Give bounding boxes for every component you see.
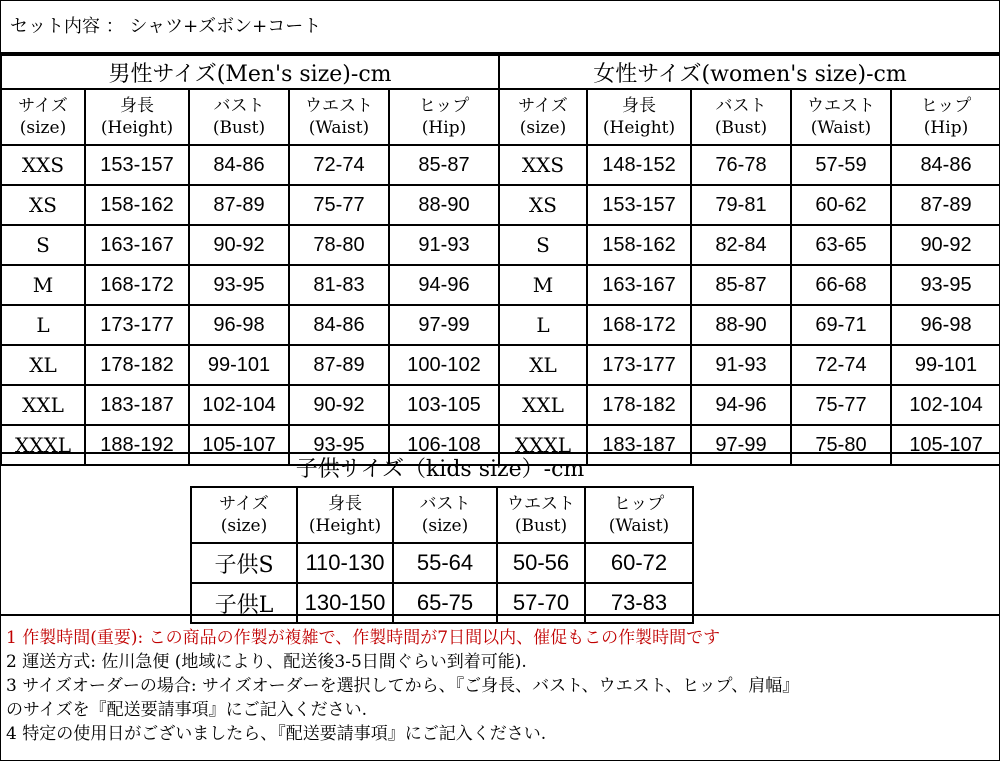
measurement-cell: 163-167: [85, 225, 189, 265]
column-header: [191, 487, 297, 543]
measurement-cell: 60-62: [791, 185, 891, 225]
measurement-cell: 97-99: [691, 425, 791, 465]
measurement-cell: 90-92: [891, 225, 1000, 265]
measurement-cell: 50-56: [497, 543, 585, 583]
table-row: [191, 583, 693, 623]
measurement-cell: 88-90: [389, 185, 499, 225]
header-en: (Bust): [514, 516, 568, 536]
size-label: XXL: [1, 385, 85, 425]
measurement-cell: 55-64: [393, 543, 497, 583]
measurement-cell: 91-93: [691, 345, 791, 385]
measurement-cell: 102-104: [189, 385, 289, 425]
measurement-cell: 85-87: [389, 145, 499, 185]
table-row: [1, 185, 499, 225]
size-label: XL: [1, 345, 85, 385]
header-jp: 身長: [120, 96, 154, 116]
measurement-cell: 183-187: [587, 425, 691, 465]
column-header: [297, 487, 393, 543]
header-en: (size): [519, 118, 567, 138]
column-header: [691, 89, 791, 145]
header-en: (Height): [602, 118, 676, 138]
measurement-cell: 153-157: [85, 145, 189, 185]
header-en: (Hip): [923, 118, 969, 138]
measurement-cell: 75-80: [791, 425, 891, 465]
header-jp: サイズ: [18, 96, 68, 116]
measurement-cell: 76-78: [691, 145, 791, 185]
measurement-cell: 87-89: [289, 345, 389, 385]
table-row: [499, 265, 1000, 305]
header-jp: バスト: [213, 96, 265, 116]
size-label: XS: [499, 185, 587, 225]
note-line: のサイズを『配送要請事項』にご記入ください.: [6, 700, 368, 720]
table-row: [191, 543, 693, 583]
notes: [6, 626, 996, 746]
measurement-cell: 96-98: [891, 305, 1000, 345]
size-label: XXS: [499, 145, 587, 185]
size-label: L: [1, 305, 85, 345]
size-label: S: [499, 225, 587, 265]
measurement-cell: 72-74: [791, 345, 891, 385]
measurement-cell: 178-182: [587, 385, 691, 425]
measurement-cell: 188-192: [85, 425, 189, 465]
header-en: (Waist): [608, 516, 670, 536]
measurement-cell: 168-172: [85, 265, 189, 305]
table-row: [1, 345, 499, 385]
women-size-table: [498, 54, 1000, 466]
measurement-cell: 66-68: [791, 265, 891, 305]
measurement-cell: 90-92: [189, 225, 289, 265]
set-contents: セット内容 ： シャツ+ズボン+コート: [0, 0, 1000, 54]
measurement-cell: 93-95: [189, 265, 289, 305]
note-line: 4 特定の使用日がございましたら、『配送要請事項』にご記入ください.: [6, 724, 547, 744]
size-label: 子供S: [191, 543, 297, 583]
header-en: (size): [19, 118, 67, 138]
header-en: (Height): [308, 516, 382, 536]
measurement-cell: 130-150: [297, 583, 393, 623]
column-header: [389, 89, 499, 145]
header-jp: サイズ: [219, 494, 269, 514]
measurement-cell: 72-74: [289, 145, 389, 185]
table-row: [499, 385, 1000, 425]
measurement-cell: 79-81: [691, 185, 791, 225]
column-header: [189, 89, 289, 145]
size-label: 子供L: [191, 583, 297, 623]
table-row: [499, 305, 1000, 345]
header-jp: 身長: [622, 96, 656, 116]
measurement-cell: 93-95: [891, 265, 1000, 305]
header-en: (size): [220, 516, 268, 536]
divider: [0, 452, 1000, 454]
size-label: XXS: [1, 145, 85, 185]
column-header: [891, 89, 1000, 145]
measurement-cell: 94-96: [691, 385, 791, 425]
header-en: (Bust): [714, 118, 768, 138]
kids-size-table: [190, 486, 694, 624]
measurement-cell: 173-177: [587, 345, 691, 385]
measurement-cell: 73-83: [585, 583, 693, 623]
column-header: [499, 89, 587, 145]
column-header: [497, 487, 585, 543]
column-header: [791, 89, 891, 145]
header-jp: ウエスト: [807, 96, 875, 116]
table-row: [499, 145, 1000, 185]
note-line: 2 運送方式: 佐川急便 (地域により、配送後3-5日間ぐらい到着可能).: [6, 652, 527, 672]
table-row: [1, 305, 499, 345]
size-label: XXL: [499, 385, 587, 425]
header-jp: ヒップ: [920, 96, 972, 116]
measurement-cell: 103-105: [389, 385, 499, 425]
men-table-title: 男性サイズ(Men's size)-cm: [1, 55, 499, 89]
size-label: XS: [1, 185, 85, 225]
size-label: XXXL: [1, 425, 85, 465]
measurement-cell: 96-98: [189, 305, 289, 345]
measurement-cell: 63-65: [791, 225, 891, 265]
table-row: [1, 145, 499, 185]
measurement-cell: 163-167: [587, 265, 691, 305]
table-row: [499, 225, 1000, 265]
measurement-cell: 106-108: [389, 425, 499, 465]
measurement-cell: 84-86: [289, 305, 389, 345]
size-label: XL: [499, 345, 587, 385]
measurement-cell: 75-77: [289, 185, 389, 225]
divider: [0, 614, 1000, 616]
header-en: (Waist): [308, 118, 370, 138]
note-line: 1 作製時間(重要): この商品の作製が複雑で、作製時間が7日間以内、催促もこの作製時間です: [6, 628, 721, 648]
table-row: [1, 265, 499, 305]
table-row: [1, 225, 499, 265]
measurement-cell: 69-71: [791, 305, 891, 345]
header-jp: ウエスト: [507, 494, 575, 514]
header-jp: ヒップ: [418, 96, 470, 116]
measurement-cell: 158-162: [587, 225, 691, 265]
measurement-cell: 99-101: [189, 345, 289, 385]
size-label: XXXL: [499, 425, 587, 465]
size-label: M: [1, 265, 85, 305]
measurement-cell: 87-89: [891, 185, 1000, 225]
measurement-cell: 65-75: [393, 583, 497, 623]
measurement-cell: 105-107: [891, 425, 1000, 465]
measurement-cell: 183-187: [85, 385, 189, 425]
measurement-cell: 99-101: [891, 345, 1000, 385]
measurement-cell: 105-107: [189, 425, 289, 465]
header-en: (Waist): [810, 118, 872, 138]
measurement-cell: 84-86: [189, 145, 289, 185]
note-line: 3 サイズオーダーの場合: サイズオーダーを選択してから、『ご身長、バスト、ウエスト、ヒップ、肩幅』: [6, 676, 800, 696]
measurement-cell: 78-80: [289, 225, 389, 265]
women-table-title: 女性サイズ(women's size)-cm: [499, 55, 1000, 89]
size-label: L: [499, 305, 587, 345]
header-jp: 身長: [328, 494, 362, 514]
measurement-cell: 87-89: [189, 185, 289, 225]
column-header: [393, 487, 497, 543]
column-header: [85, 89, 189, 145]
measurement-cell: 100-102: [389, 345, 499, 385]
table-row: [499, 185, 1000, 225]
header-jp: バスト: [715, 96, 767, 116]
size-label: S: [1, 225, 85, 265]
table-row: [1, 385, 499, 425]
size-label: M: [499, 265, 587, 305]
column-header: [587, 89, 691, 145]
header-en: (size): [421, 516, 469, 536]
header-en: (Bust): [212, 118, 266, 138]
measurement-cell: 60-72: [585, 543, 693, 583]
header-jp: バスト: [419, 494, 471, 514]
measurement-cell: 173-177: [85, 305, 189, 345]
column-header: [1, 89, 85, 145]
measurement-cell: 91-93: [389, 225, 499, 265]
measurement-cell: 82-84: [691, 225, 791, 265]
header-jp: サイズ: [518, 96, 568, 116]
header-jp: ヒップ: [613, 494, 665, 514]
measurement-cell: 97-99: [389, 305, 499, 345]
measurement-cell: 153-157: [587, 185, 691, 225]
column-header: [289, 89, 389, 145]
header-en: (Hip): [421, 118, 467, 138]
measurement-cell: 168-172: [587, 305, 691, 345]
men-size-table: [0, 54, 500, 466]
kids-title: 子供サイズ（kids size）-cm: [295, 457, 585, 482]
measurement-cell: 110-130: [297, 543, 393, 583]
measurement-cell: 90-92: [289, 385, 389, 425]
measurement-cell: 102-104: [891, 385, 1000, 425]
measurement-cell: 158-162: [85, 185, 189, 225]
measurement-cell: 148-152: [587, 145, 691, 185]
measurement-cell: 81-83: [289, 265, 389, 305]
header-en: (Height): [100, 118, 174, 138]
measurement-cell: 93-95: [289, 425, 389, 465]
column-header: [585, 487, 693, 543]
measurement-cell: 88-90: [691, 305, 791, 345]
header-jp: ウエスト: [305, 96, 373, 116]
measurement-cell: 178-182: [85, 345, 189, 385]
measurement-cell: 75-77: [791, 385, 891, 425]
measurement-cell: 57-70: [497, 583, 585, 623]
table-row: [499, 345, 1000, 385]
measurement-cell: 85-87: [691, 265, 791, 305]
measurement-cell: 84-86: [891, 145, 1000, 185]
measurement-cell: 57-59: [791, 145, 891, 185]
measurement-cell: 94-96: [389, 265, 499, 305]
